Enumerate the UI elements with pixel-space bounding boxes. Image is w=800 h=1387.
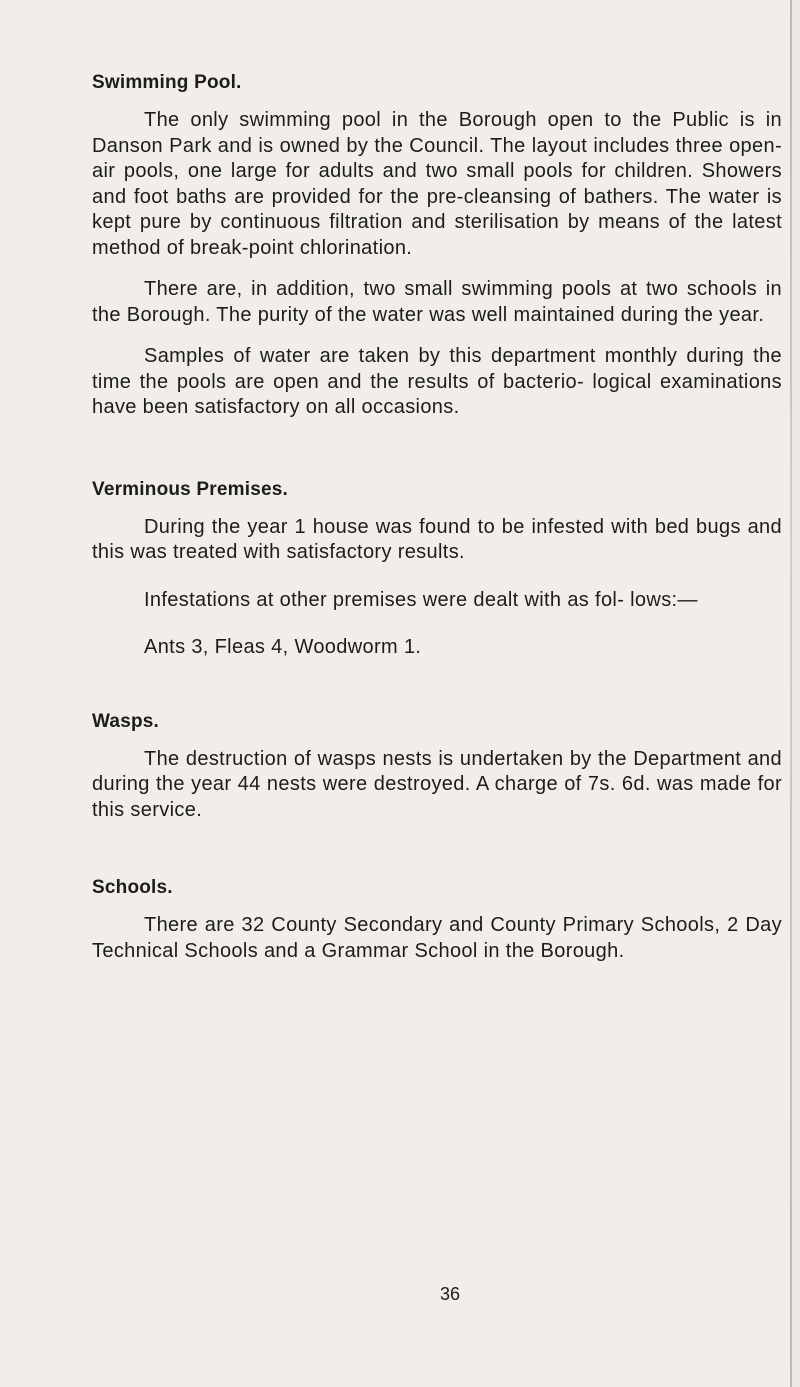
paragraph: The destruction of wasps nests is undertaken by the Department and during the year 44 nests were destroyed. A charge of 7s. 6d. was made for this service. — [92, 747, 782, 821]
paragraph: The only swimming pool in the Borough open to the Public is in Danson Park and is owned by the Council. The layout includes three open-air pools, one large for adults and two small pools for children. Showers and foot baths are provided for the pre-cleansing of bathers. The water is kept pure by continuous filtration and sterilisation by means of the latest method of break-point chlorination. — [92, 109, 782, 259]
section-schools — [92, 877, 782, 964]
section-swimming-pool — [92, 72, 782, 421]
section-verminous-premises — [92, 479, 782, 661]
paragraph: During the year 1 house was found to be infested with bed bugs and this was treated with satisfactory results. — [92, 515, 782, 563]
heading-schools: Schools. — [92, 877, 173, 898]
document-body — [92, 72, 782, 1002]
heading-wasps: Wasps. — [92, 710, 160, 732]
page-number: 36 — [439, 1284, 461, 1304]
paragraph: Infestations at other premises were dealt with as fol- lows:— — [144, 588, 698, 611]
heading-swimming-pool: Swimming Pool. — [92, 72, 242, 93]
paragraph: There are, in addition, two small swimming pools at two schools in the Borough. The purity of the water was well maintained during the year. — [92, 278, 782, 326]
page-edge — [790, 0, 792, 1387]
paragraph: There are 32 County Secondary and County Primary Schools, 2 Day Technical Schools and a Grammar School in the Borough. — [92, 914, 782, 962]
paragraph: Ants 3, Fleas 4, Woodworm 1. — [144, 636, 422, 658]
paragraph: Samples of water are taken by this department monthly during the time the pools are open and the results of bacterio- logical examinations have been satisfactory on all occasions. — [92, 345, 782, 418]
page-edge-outer — [792, 0, 800, 1387]
section-wasps — [92, 711, 782, 824]
heading-verminous-premises: Verminous Premises. — [92, 478, 289, 500]
